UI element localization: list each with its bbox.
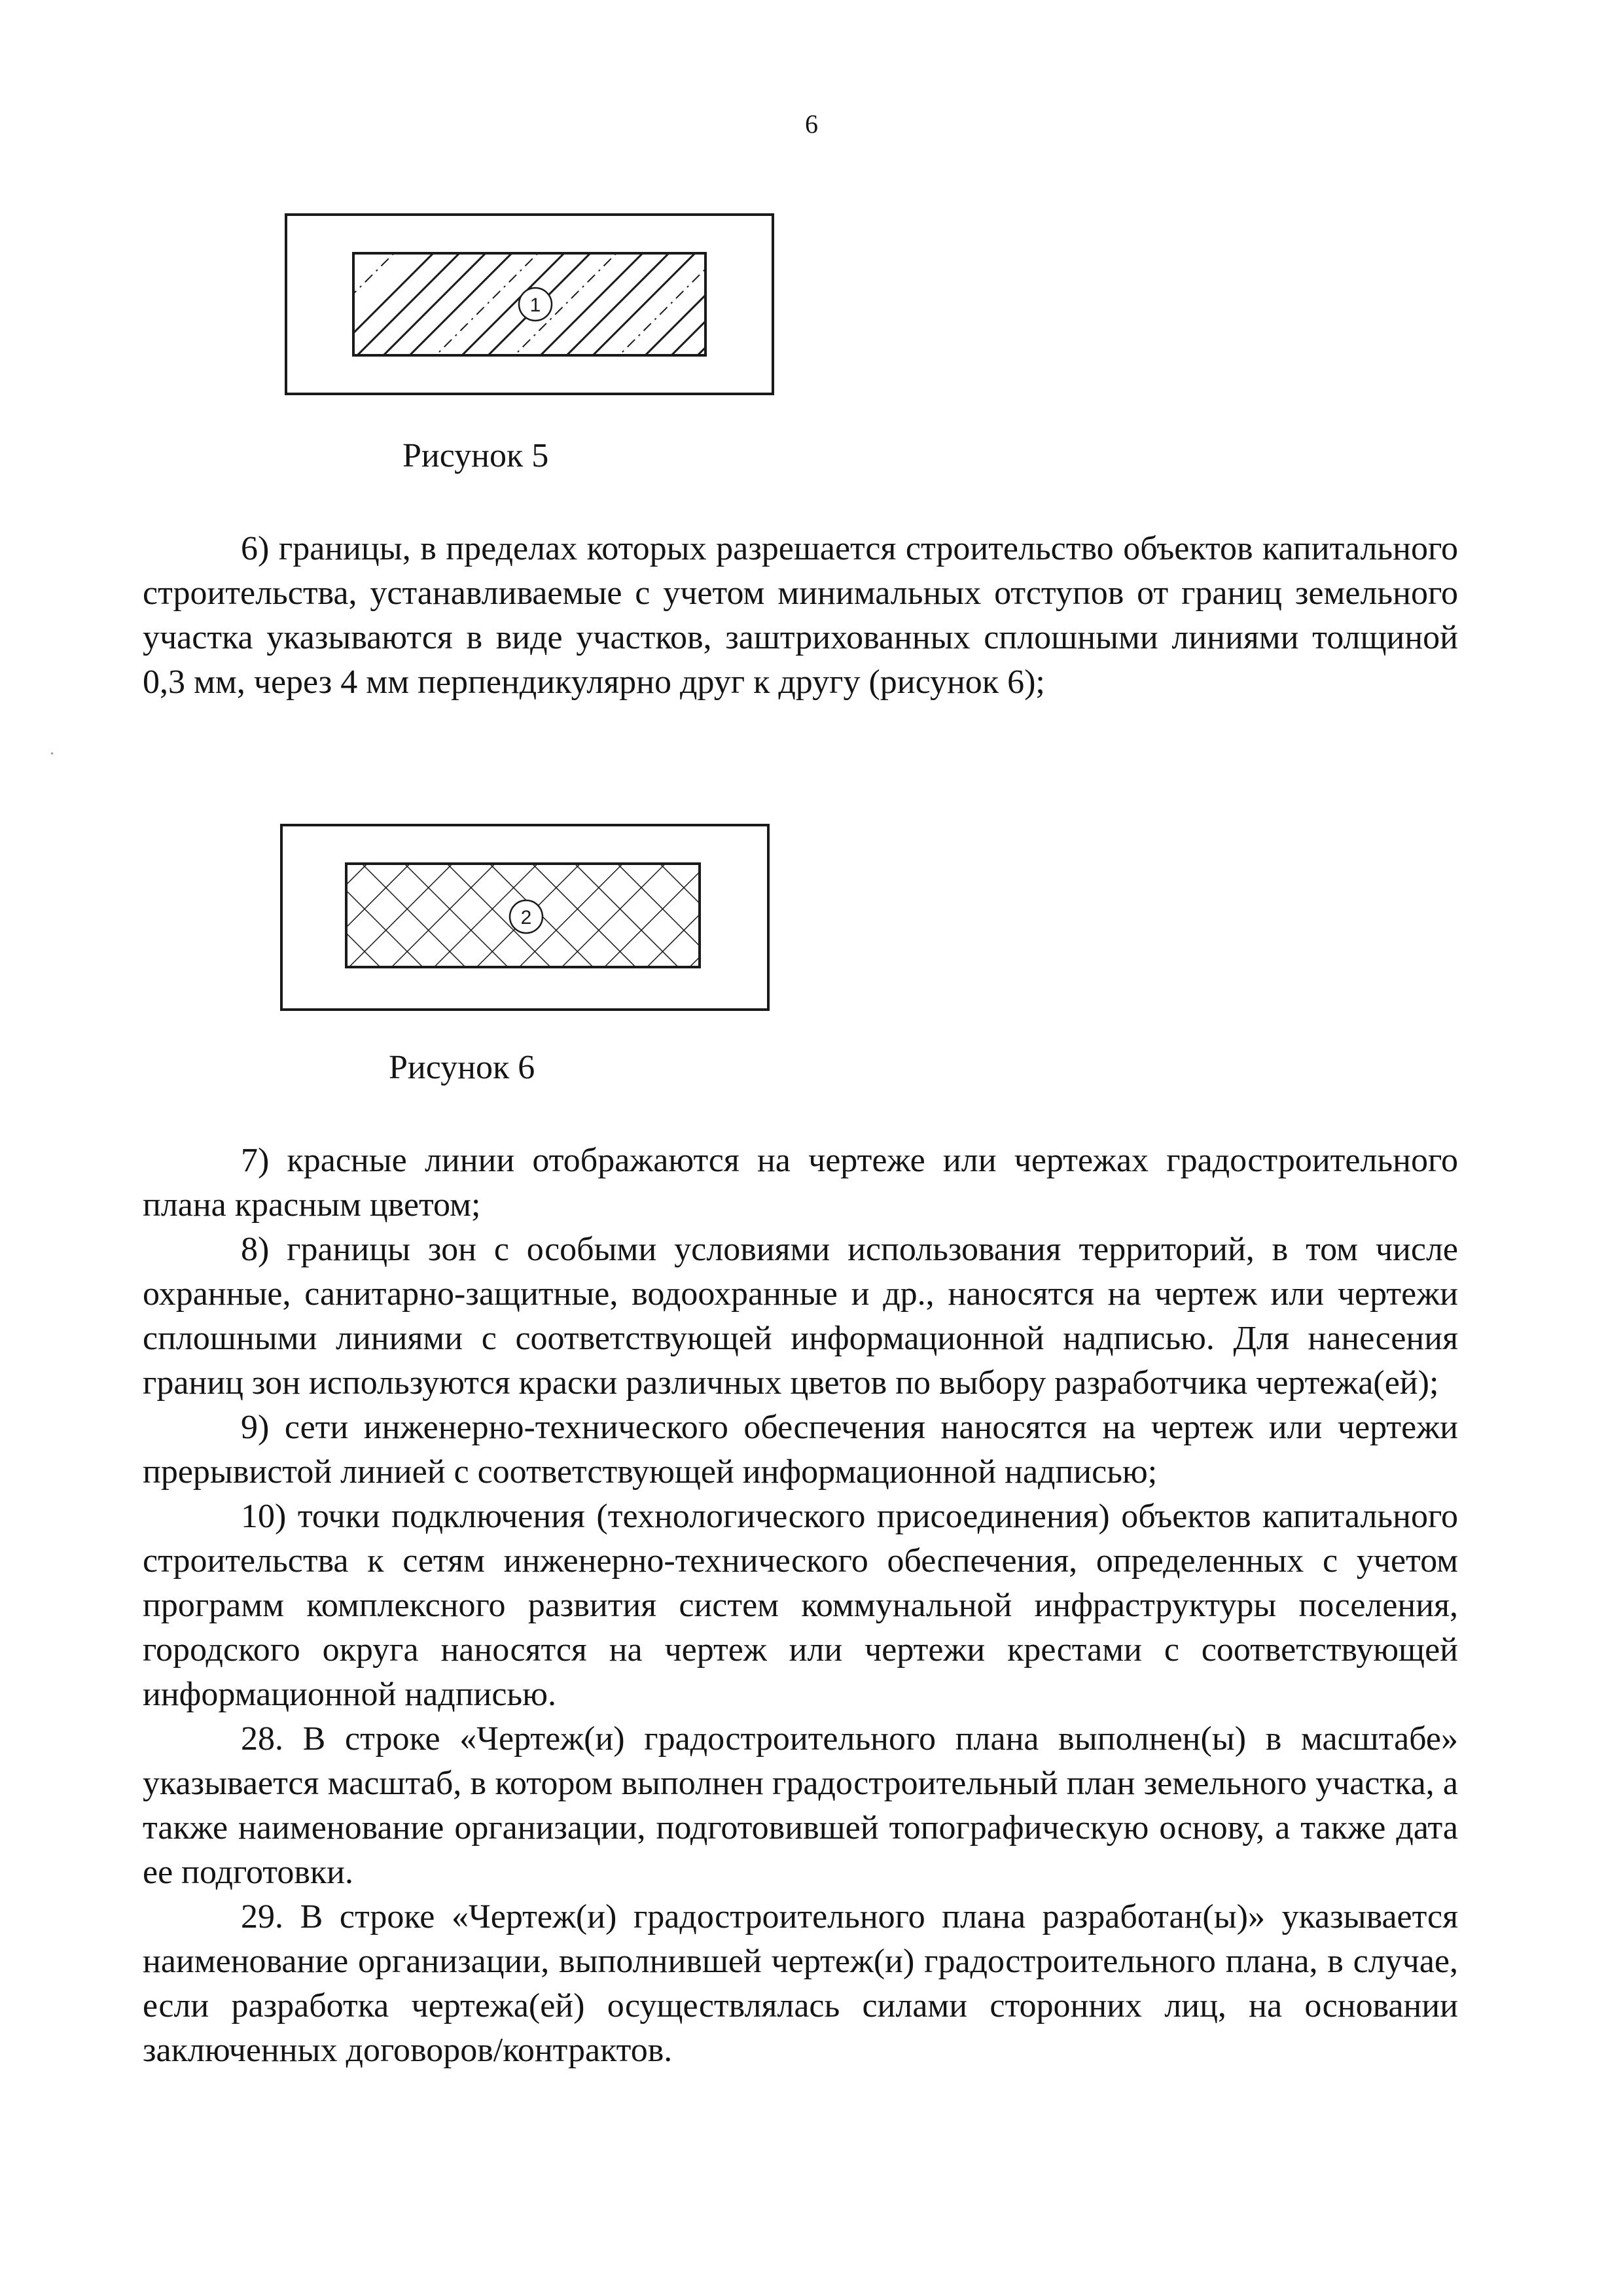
scan-speck [51, 752, 53, 754]
paragraph-6-block [143, 527, 1458, 705]
items-block [143, 1139, 1458, 2073]
item-9: 9) сети инженерно-технического обеспечения наносятся на чертеж или чертежи прерывистой линией с соответствующей информационной надписью; [143, 1409, 1458, 1491]
page-number: 6 [805, 109, 818, 139]
figure-6 [279, 823, 777, 1013]
figure-5-caption: Рисунок 5 [402, 437, 549, 474]
item-28: 28. В строке «Чертеж(и) градостроительного плана выполнен(ы) в масштабе» указывается масштаб, в котором выполнен градостроительный план земельного участка, а также наименование организации, подготовившей топографическую основу, а также дата ее подготовки. [143, 1720, 1458, 1891]
figure-6-marker: 2 [520, 907, 532, 928]
item-8: 8) границы зон с особыми условиями использования территорий, в том числе охранные, санитарно-защитные, водоохранные и др., наносятся на чертеж или чертежи сплошными линиями с соответствующей информационной надписью. Для нанесения границ зон используются краски различных цветов по выбору разработчика чертежа(ей); [143, 1231, 1458, 1402]
item-10: 10) точки подключения (технологического присоединения) объектов капитального строительства к сетям инженерно-технического обеспечения, определенных с учетом программ комплексного развития систем коммунальной инфраструктуры поселения, городского округа наносятся на чертеж или чертежи крестами с соответствующей информационной надписью. [143, 1498, 1458, 1713]
figure-5-drawing [284, 213, 781, 396]
figure-5 [284, 213, 781, 396]
figure-6-drawing [279, 823, 777, 1013]
figure-5-marker: 1 [529, 294, 541, 316]
paragraph-6: 6) границы, в пределах которых разрешается строительство объектов капитального строительства, устанавливаемые с учетом минимальных отступов от границ земельного участка указываются в виде участков, заштрихованных сплошными линиями толщиной 0,3 мм, через 4 мм перпендикулярно друг к другу (рисунок 6); [143, 530, 1458, 701]
item-29: 29. В строке «Чертеж(и) градостроительного плана разработан(ы)» указывается наименование организации, выполнившей чертеж(и) градостроительного плана, в случае, если разработка чертежа(ей) осуществлялась силами сторонних лиц, на основании заключенных договоров/контрактов. [143, 1898, 1458, 2069]
figure-6-caption: Рисунок 6 [389, 1049, 535, 1086]
item-7: 7) красные линии отображаются на чертеже или чертежах градостроительного плана красным цветом; [143, 1142, 1458, 1224]
